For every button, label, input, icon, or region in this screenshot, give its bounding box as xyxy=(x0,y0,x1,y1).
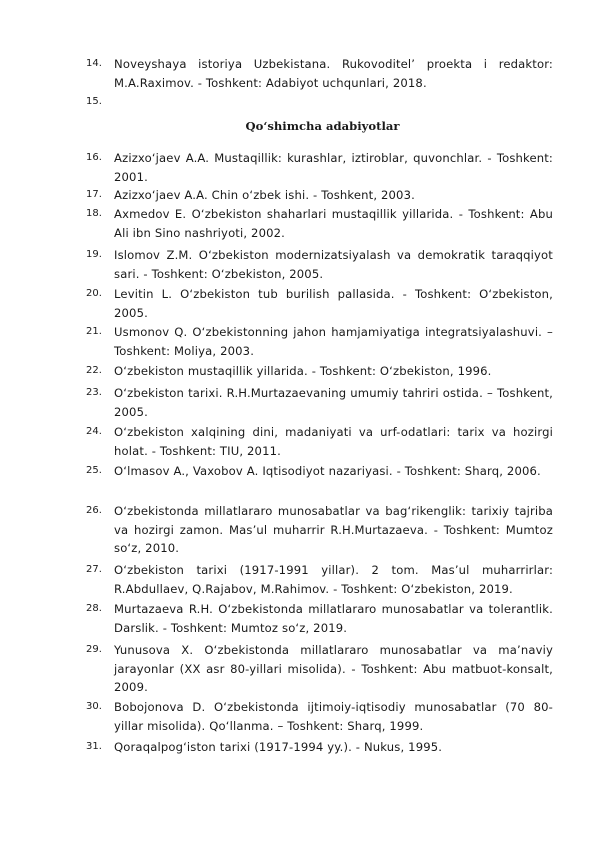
item-number: 21. xyxy=(86,326,102,337)
item-number: 14. xyxy=(86,58,102,69)
item-text: O‘zbekiston tarixi (1917-1991 yillar). 2 tom. Mas’ul muharrirlar: R.Abdullaev, Q.Rajabov, M.Rahimov. - Toshkent: O‘zbekiston, 2019. xyxy=(114,563,553,596)
item-text: Levitin L. O‘zbekiston tub burilish pallasida. - Toshkent: O‘zbekiston, 2005. xyxy=(114,287,553,320)
item-text: Noveyshaya istoriya Uzbekistana. Rukovoditel’ proekta i redaktor: M.A.Raximov. - Toshkent: Adabiyot uchqunlari, 2018. xyxy=(114,57,553,90)
item-text: O‘zbekiston tarixi. R.H.Murtazaevaning umumiy tahriri ostida. – Toshkent, 2005. xyxy=(114,386,553,419)
item-text: Azizxo‘jaev A.A. Mustaqillik: kurashlar, iztiroblar, quvonchlar. - Toshkent: 2001. xyxy=(114,151,553,184)
item-text: O‘zbekiston mustaqillik yillarida. - Toshkent: O‘zbekiston, 1996. xyxy=(114,364,492,378)
item-number: 17. xyxy=(86,189,102,200)
item-number: 22. xyxy=(86,365,102,376)
item-number: 19. xyxy=(86,249,102,260)
item-number: 27. xyxy=(86,564,102,575)
item-text: O‘lmasov A., Vaxobov A. Iqtisodiyot nazariyasi. - Toshkent: Sharq, 2006. xyxy=(114,464,541,478)
item-text: Axmedov E. O‘zbekiston shaharlari mustaqillik yillarida. - Toshkent: Abu Ali ibn Sino nashriyoti, 2002. xyxy=(114,207,553,240)
item-number: 28. xyxy=(86,603,102,614)
item-number: 30. xyxy=(86,701,102,712)
section-heading: Qo‘shimcha adabiyotlar xyxy=(245,119,400,133)
item-text: Murtazaeva R.H. O‘zbekistonda millatlararo munosabatlar va tolerantlik. Darslik. - Toshkent: Mumtoz so‘z, 2019. xyxy=(114,602,553,635)
item-number: 29. xyxy=(86,644,102,655)
item-number: 24. xyxy=(86,426,102,437)
item-text: Qoraqalpog‘iston tarixi (1917-1994 yy.). - Nukus, 1995. xyxy=(114,740,443,754)
item-text: Usmonov Q. O‘zbekistonning jahon hamjamiyatiga integratsiyalashuvi. –Toshkent: Moliya, 2003. xyxy=(114,325,553,358)
item-number: 23. xyxy=(86,387,102,398)
item-number: 15. xyxy=(86,96,102,107)
item-number: 25. xyxy=(86,465,102,476)
item-text: O‘zbekistonda millatlararo munosabatlar va bag‘rikenglik: tarixiy tajriba va hozirgi zamon. Mas’ul muharrir R.H.Murtazaeva. - Toshkent: Mumtoz so‘z, 2010. xyxy=(114,504,553,555)
item-text: Yunusova X. O‘zbekistonda millatlararo munosabatlar va ma’naviy jarayonlar (XX asr 80-yillari misolida). - Toshkent: Abu matbuot-konsalt, 2009. xyxy=(114,643,553,694)
item-text: O‘zbekiston xalqining dini, madaniyati va urf-odatlari: tarix va hozirgi holat. - Toshkent: TIU, 2011. xyxy=(114,425,553,458)
item-text: Azizxo‘jaev A.A. Chin o‘zbek ishi. - Toshkent, 2003. xyxy=(114,188,415,202)
item-number: 26. xyxy=(86,505,102,516)
item-number: 31. xyxy=(86,741,102,752)
item-number: 20. xyxy=(86,288,102,299)
item-number: 18. xyxy=(86,208,102,219)
item-text: Islomov Z.M. O‘zbekiston modernizatsiyalash va demokratik taraqqiyot sari. - Toshkent: O‘zbekiston, 2005. xyxy=(114,248,553,281)
item-number: 16. xyxy=(86,152,102,163)
item-text: Bobojonova D. O‘zbekistonda ijtimoiy-iqtisodiy munosabatlar (70 80-yillar misolida). Qo‘llanma. – Toshkent: Sharq, 1999. xyxy=(114,700,553,733)
